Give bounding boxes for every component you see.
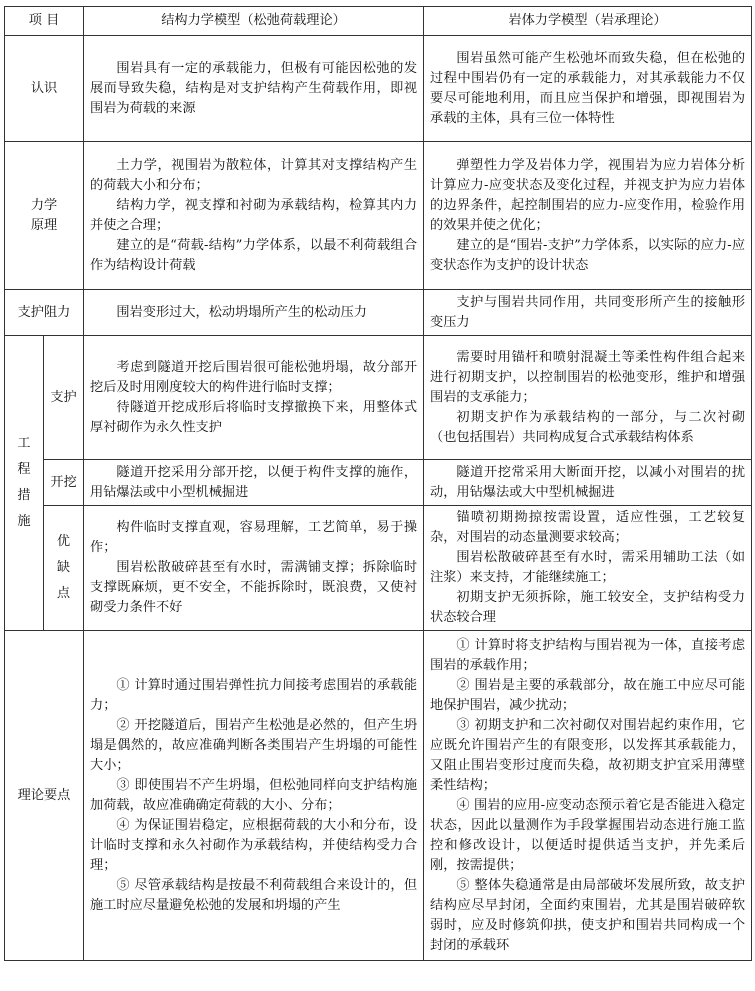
para: 围岩具有一定的承载能力，但极有可能因松弛的发展而导致失稳，结构是对支护结构产生荷载作用，即视围岩为荷载的来源 <box>90 60 418 116</box>
cell-resistance-right <box>424 290 752 336</box>
cell-theory-left <box>84 631 424 961</box>
para: 围岩松散破碎甚至有水时，需采用辅助工法（如注浆）来支持，才能继续施工； <box>430 550 746 585</box>
pros-cons-char: 缺 <box>56 560 71 575</box>
cell-recognition-right <box>424 36 752 142</box>
para: 构件临时支撑直观，容易理解，工艺简单，易于操作； <box>90 520 418 555</box>
label-mechanics-2: 原理 <box>30 217 58 233</box>
label-resistance: 支护阻力 <box>5 290 84 336</box>
header-item: 项 目 <box>5 7 84 36</box>
para: ① 计算时通过围岩弹性抗力间接考虑围岩的承载能力； <box>90 677 418 713</box>
cell-pros-cons-right <box>424 506 752 631</box>
cell-mechanics-right <box>424 142 752 290</box>
label-mechanics <box>5 142 84 290</box>
cell-resistance-left <box>84 290 424 336</box>
header-structural: 结构力学模型（松弛荷载理论） <box>84 7 424 36</box>
row-theory <box>5 631 752 961</box>
para: ② 围岩是主要的承载部分，故在施工中应尽可能地保护围岩，减少扰动； <box>430 677 746 713</box>
label-support: 支护 <box>44 336 84 460</box>
para: 土力学，视围岩为散粒体，计算其对支撑结构产生的荷载大小和分布； <box>90 157 418 193</box>
pros-cons-char: 点 <box>56 586 71 601</box>
cell-support-left <box>84 336 424 460</box>
para: ③ 即使围岩不产生坍塌，但松弛同样向支护结构施加荷载，故应准确确定荷载的大小、分布； <box>90 777 418 813</box>
cell-pros-cons-left <box>84 506 424 631</box>
para: 考虑到隧道开挖后围岩很可能松弛坍塌，故分部开挖后及时用刚度较大的构件进行临时支撑； <box>90 359 418 395</box>
para: 隧道开挖采用分部开挖，以便于构件支撑的施作，用钻爆法或中小型机械掘进 <box>90 464 418 500</box>
para: 锚喷初期拗掠按需设置，适应性强，工艺较复杂，对围岩的动态量测要求较高； <box>430 510 746 545</box>
para: 围岩虽然可能产生松弛坏而致失稳，但在松弛的过程中围岩仍有一定的承载能力，对其承载能力不仅要尽可能地利用，而且应当保护和增强，即视围岩为承载的主体，具有三位一体特性 <box>430 50 746 126</box>
header-rock: 岩体力学模型（岩承理论） <box>424 7 752 36</box>
para: ③ 初期支护和二次衬砌仅对围岩起约束作用，它应既允许围岩产生的有限变形，以发挥其承载能力，又阻止围岩变形过度而失稳，故初期支护宜采用薄壁柔性结构； <box>430 717 746 793</box>
para: 待隧道开挖成形后将临时支撑撤换下来，用整体式厚衬砌作为永久性支护 <box>90 399 418 435</box>
label-mechanics-1: 力学 <box>30 197 58 213</box>
para: ④ 为保证围岩稳定，应根据荷载的大小和分布，设计临时支撑和永久衬砌作为承载结构，并使结构受力合理； <box>90 817 418 873</box>
group-char: 程 <box>17 462 31 477</box>
para: ⑤ 整体失稳通常是由局部破坏发展所致，故支护结构应尽早封闭，全面约束围岩，尤其是围岩破碎软弱时，应及时修筑仰拱，使支护和围岩共同构成一个封闭的承载环 <box>430 877 746 953</box>
para: ② 开挖隧道后，围岩产生松弛是必然的，但产生坍塌是偶然的，故应准确判断各类围岩产生坍塌的可能性大小； <box>90 717 418 773</box>
para: ⑤ 尽管承载结构是按最不利荷载组合来设计的，但施工时应尽量避免松弛的发展和坍塌的产生 <box>90 877 418 913</box>
cell-mechanics-left <box>84 142 424 290</box>
group-char: 措 <box>17 488 31 503</box>
pros-cons-char: 优 <box>56 534 71 549</box>
group-char: 工 <box>17 436 31 451</box>
label-excavation: 开挖 <box>44 460 84 506</box>
group-char: 施 <box>17 514 31 529</box>
row-pros-cons <box>5 506 752 631</box>
para: 围岩变形过大，松动坍塌所产生的松动压力 <box>116 304 367 320</box>
cell-support-right <box>424 336 752 460</box>
header-row <box>5 7 752 36</box>
label-recognition: 认识 <box>5 36 84 142</box>
cell-theory-right <box>424 631 752 961</box>
label-pros-cons <box>44 506 84 631</box>
para: 支护与围岩共同作用，共同变形所产生的接触形变压力 <box>430 294 746 330</box>
para: 围岩松散破碎甚至有水时，需满铺支撑；拆除临时支撑既麻烦，更不安全，不能拆除时，既浪费，又使衬砌受力条件不好 <box>90 560 418 615</box>
cell-recognition-left <box>84 36 424 142</box>
row-mechanics <box>5 142 752 290</box>
row-recognition <box>5 36 752 142</box>
comparison-table <box>4 6 752 961</box>
row-resistance <box>5 290 752 336</box>
para: ④ 围岩的应用-应变动态预示着它是否能进入稳定状态，因此以量测作为手段掌握围岩动态进行施工监控和修改设计，以便适时提供适当支护，并先柔后刚，按需提供； <box>430 797 746 873</box>
para: 结构力学，视支撑和衬砌为承载结构，检算其内力并使之合理； <box>90 197 418 233</box>
cell-excavation-left <box>84 460 424 506</box>
label-theory: 理论要点 <box>5 631 84 961</box>
row-support <box>5 336 752 460</box>
row-excavation <box>5 460 752 506</box>
label-engineering-group <box>5 336 44 631</box>
cell-excavation-right <box>424 460 752 506</box>
para: 弹塑性力学及岩体力学，视围岩为应力岩体分析计算应力-应变状态及变化过程，并视支护为应力岩体的边界条件，起控制围岩的应力-应变作用，检验作用的效果并使之优化； <box>430 157 746 233</box>
para: 建立的是“围岩-支护”力学体系，以实际的应力-应变状态作为支护的设计状态 <box>430 237 746 273</box>
para: 初期支护无须拆除，施工较安全，支护结构受力状态较合理 <box>430 590 746 625</box>
para: 建立的是“荷载-结构”力学体系，以最不利荷载组合作为结构设计荷载 <box>90 237 418 273</box>
para: ① 计算时将支护结构与围岩视为一体，直接考虑围岩的承载作用； <box>430 637 746 673</box>
para: 初期支护作为承载结构的一部分，与二次衬砌（也包括围岩）共同构成复合式承载结构体系 <box>430 409 746 445</box>
para: 隧道开挖常采用大断面开挖，以减小对围岩的扰动，用钻爆法或大中型机械掘进 <box>430 464 746 500</box>
para: 需要时用锚杆和喷射混凝土等柔性构件组合起来进行初期支护，以控制围岩的松弛变形，维护和增强围岩的支承能力； <box>430 349 746 405</box>
